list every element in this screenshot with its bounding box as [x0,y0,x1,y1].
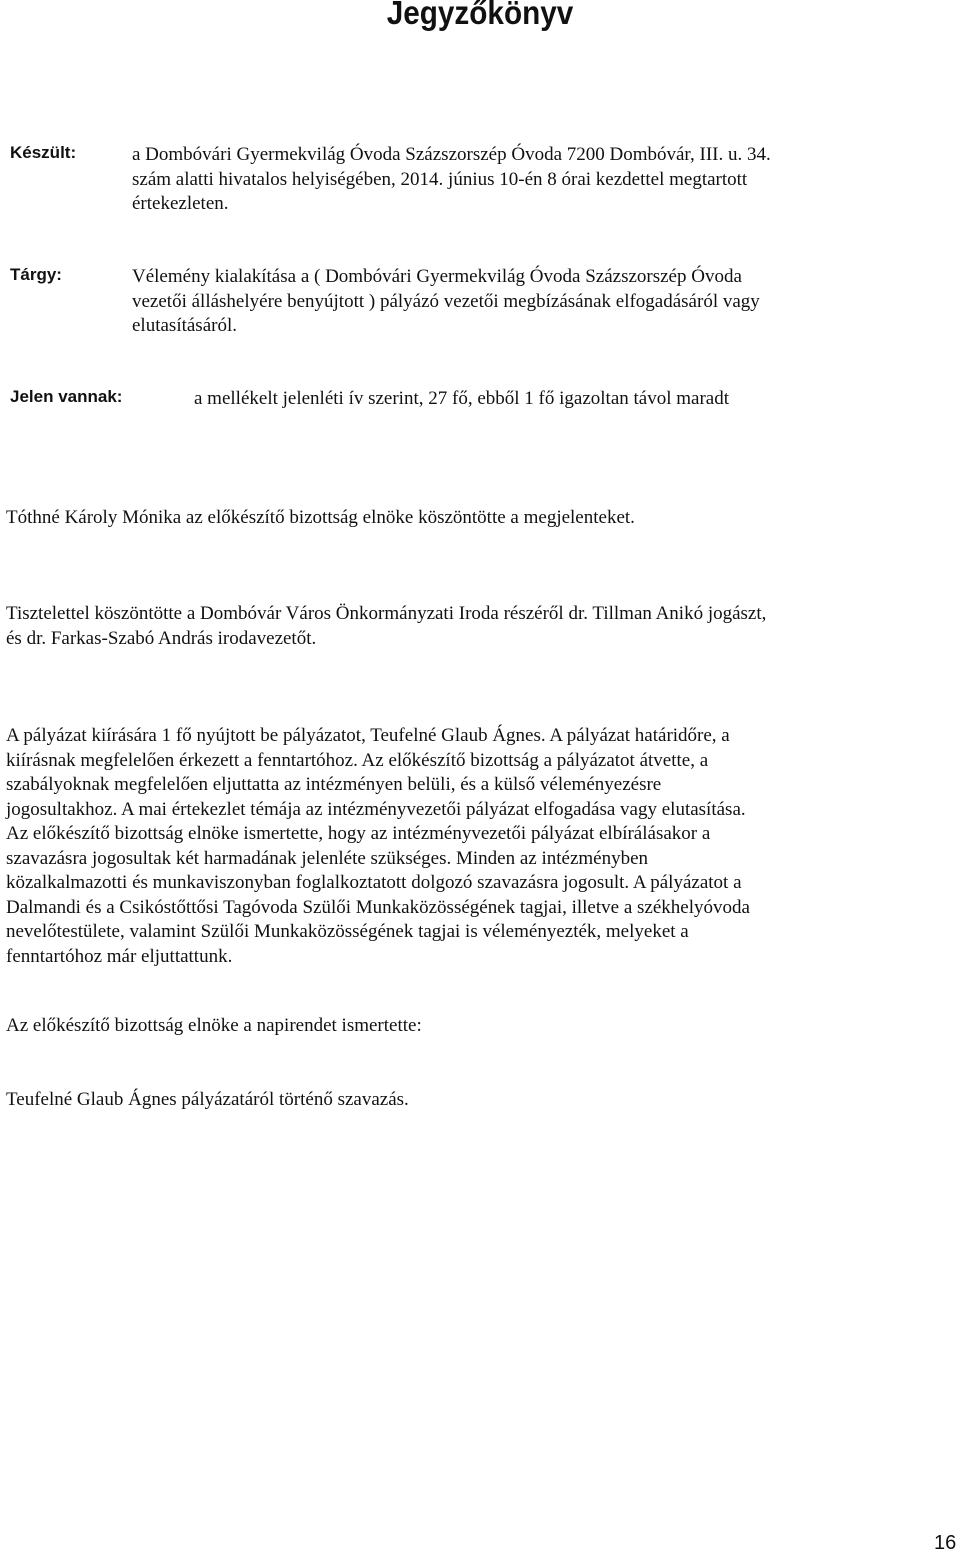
targy-label: Tárgy: [10,265,62,284]
targy-line-3: elutasításáról. [132,315,237,336]
keszult-label: Készült: [10,143,77,162]
vote-paragraph [6,1088,409,1113]
application-line-5: Az előkészítő bizottság elnöke ismertette, hogy az intézményvezetői pályázat elbírálásakor a [6,823,711,844]
application-line-6: szavazásra jogosultak két harmadának jelenléte szükséges. Minden az intézményben [6,847,649,869]
document-title: Jegyzőkönyv [386,0,574,31]
application-paragraph [6,724,750,969]
application-line-9: nevelőtestülete, valamint Szülői Munkaközösségének tagjai is véleményezték, melyeket a [6,921,689,942]
application-line-2: kiírásnak megfelelően érkezett a fenntartóhoz. Az előkészítő bizottság a pályázatot átvette, a [6,749,709,771]
keszult-line-3: értekezleten. [132,193,229,214]
application-line-1: A pályázat kiírására 1 fő nyújtott be pályázatot, Teufelné Glaub Ágnes. A pályázat határidőre, a [6,725,730,746]
agenda-paragraph [6,1014,422,1039]
keszult-line-1: a Dombóvári Gyermekvilág Óvoda Százszorszép Óvoda 7200 Dombóvár, III. u. 34. [132,144,771,165]
vote-line: Teufelné Glaub Ágnes pályázatáról történő szavazás. [6,1089,409,1110]
greeting-paragraph [6,602,766,651]
application-line-7: közalkalmazotti és munkaviszonyban foglalkoztatott dolgozó szavazásra jogosult. A pályázatot a [6,872,742,893]
welcome-paragraph [6,506,635,531]
keszult-line-2: szám alatti hivatalos helyiségében, 2014. június 10-én 8 órai kezdettel megtartott [132,169,748,190]
welcome-line: Tóthné Károly Mónika az előkészítő bizottság elnöke köszöntötte a megjelenteket. [6,507,635,528]
targy-line-2: vezetői álláshelyére benyújtott ) pályázó vezetői megbízásának elfogadásáról vagy [132,291,760,312]
targy-line-1: Vélemény kialakítása a ( Dombóvári Gyermekvilág Óvoda Százszorszép Óvoda [132,266,742,287]
jelen-label: Jelen vannak: [10,387,123,406]
jelen-text: a mellékelt jelenléti ív szerint, 27 fő, ebből 1 fő igazoltan távol maradt [194,388,729,409]
application-line-4: jogosultakhoz. A mai értekezlet témája az intézményvezetői pályázat elfogadása vagy elutasítása. [6,798,746,820]
agenda-line: Az előkészítő bizottság elnöke a napirendet ismertette: [6,1015,422,1036]
greeting-line-2: és dr. Farkas-Szabó András irodavezetőt. [6,627,317,649]
greeting-line-1: Tisztelettel köszöntötte a Dombóvár Város Önkormányzati Iroda részéről dr. Tillman Anikó jogászt, [6,603,767,624]
page-number: 16 [934,1532,957,1554]
application-line-10: fenntartóhoz már eljuttattunk. [6,945,233,967]
application-line-8: Dalmandi és a Csikóstőttősi Tagóvoda Szülői Munkaközösségének tagjai, illetve a székhelyóvoda [6,896,750,918]
application-line-3: szabályoknak megfelelően eljuttatta az intézményen belüli, és a külső véleményezésre [6,774,662,795]
